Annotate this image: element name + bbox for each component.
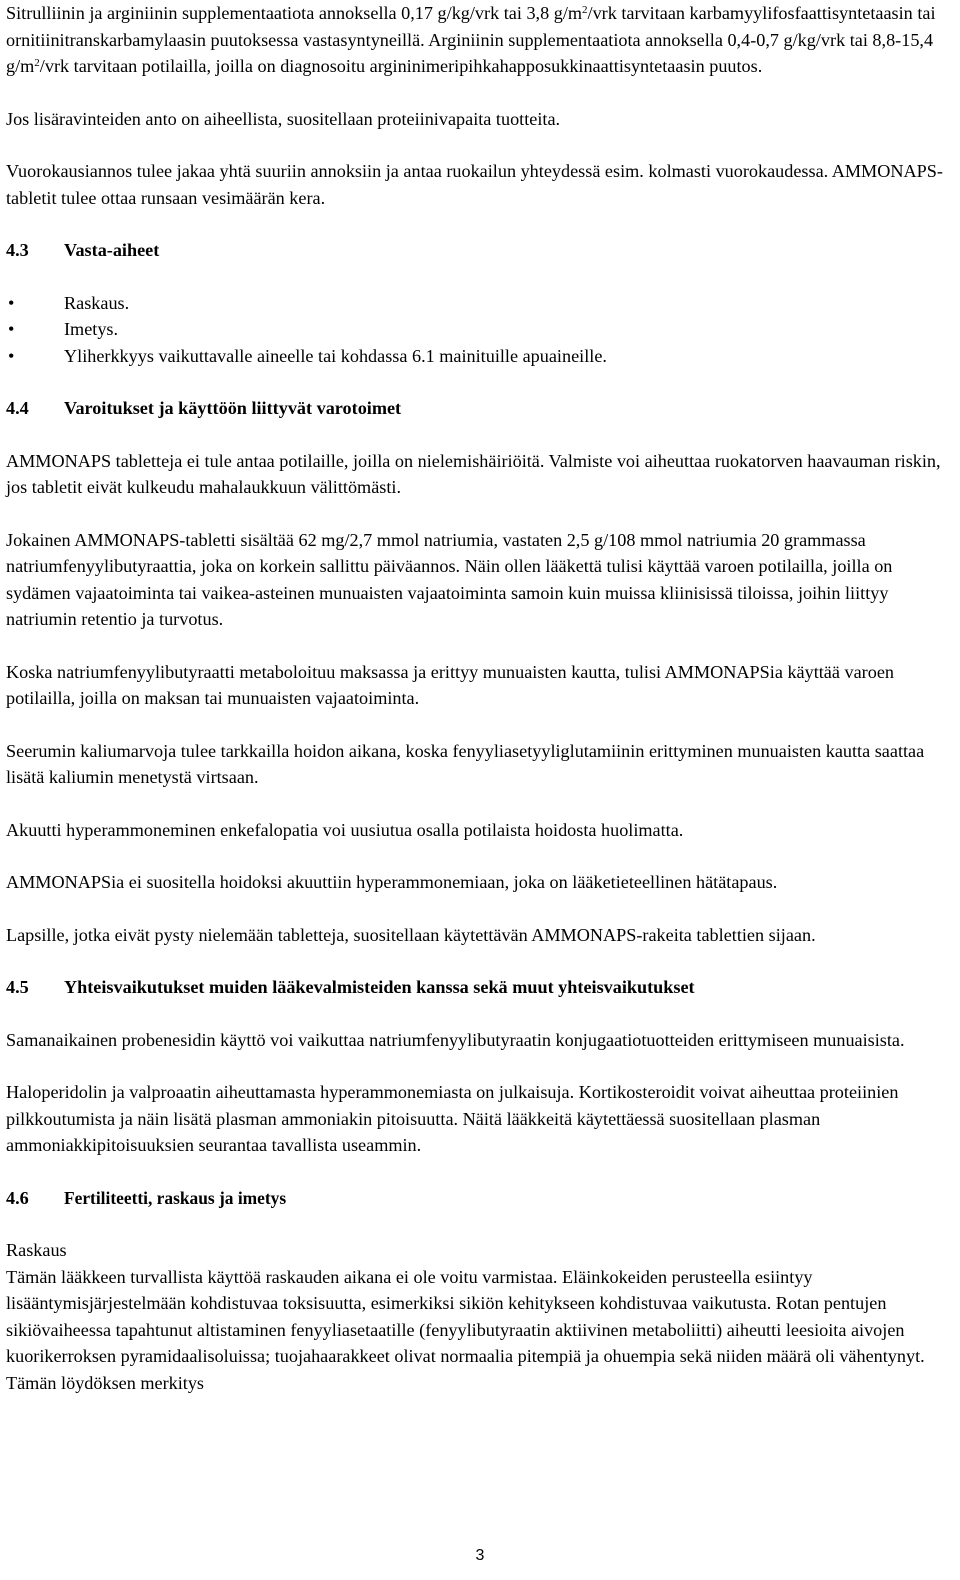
section-number: 4.5: [6, 977, 29, 997]
section-title: Yhteisvaikutukset muiden lääkevalmisteiden kanssa sekä muut yhteisvaikutukset: [64, 977, 695, 997]
paragraph-swallowing: AMMONAPS tabletteja ei tule antaa potilaille, joilla on nielemishäiriöitä. Valmiste voi aiheuttaa ruokatorven haavauman riskin, jos tabletit eivät kulkeudu mahalaukkuun välittömästi.: [6, 450, 941, 497]
section-title: Fertiliteetti, raskaus ja imetys: [64, 1187, 287, 1208]
section-number: 4.6: [6, 1187, 29, 1208]
paragraph-acute-hyperammonemia: AMMONAPSia ei suositella hoidoksi akuuttiin hyperammonemiaan, joka on lääketieteellinen hätätapaus.: [6, 872, 778, 892]
paragraph-daily-dose: Vuorokausiannos tulee jakaa yhtä suuriin annoksiin ja antaa ruokailun yhteydessä esim. kolmasti vuorokaudessa. AMMONAPS-tabletit tulee ottaa runsaan vesimäärän kera.: [6, 161, 943, 208]
paragraph-potassium: Seerumin kaliumarvoja tulee tarkkailla hoidon aikana, koska fenyyliasetyyliglutamiinin erittyminen munuaisten kautta saattaa lisätä kaliumin menetystä virtsaan.: [6, 740, 925, 787]
paragraph-metabolism: Koska natriumfenyylibutyraatti metaboloituu maksassa ja erittyy munuaisten kautta, tulisi AMMONAPSia käyttää varoen potilailla, joilla on maksan tai munuaisten vajaatoiminta.: [6, 661, 894, 708]
paragraph-haloperidol: Haloperidolin ja valproaatin aiheuttamasta hyperammonemiasta on julkaisuja. Kortikosteroidit voivat aiheuttaa proteiinien pilkkoutumista ja näin lisätä plasman ammoniakin pitoisuutta. Näitä lääkkeitä käytettäessä suositellaan plasman ammoniakkipitoisuuksien seurantaa tavallista useammin.: [6, 1082, 899, 1155]
list-item: • Imetys.: [6, 316, 954, 343]
section-heading-4-5: [6, 974, 954, 1001]
paragraph-pregnancy: Tämän lääkkeen turvallista käyttöä raskauden aikana ei ole voitu varmistaa. Eläinkokeiden perusteella esiintyy lisääntymisjärjestelmään kohdistuvaa toksisuutta, esimerkiksi sikiön kehitykseen kohdistuvaa vaikutusta. Rotan pentujen sikiövaiheessa tapahtunut altistaminen fenyyliasetaatille (fenyylibutyraatin aktiivinen metaboliitti) aiheutti leesioita aivojen kuorikerroksen pyramidaalisoluissa; tuojahaarakkeet olivat normaalia pitempiä ja ohuempia sekä niiden määrä oli vähentynyt. Tämän löydöksen merkitys: [6, 1266, 925, 1393]
section-number: 4.3: [6, 240, 29, 260]
paragraph-probenecid: Samanaikainen probenesidin käyttö voi vaikuttaa natriumfenyylibutyraatin konjugaatiotuotteiden erittymiseen munuaisista.: [6, 1029, 905, 1050]
subheading-pregnancy: Raskaus: [6, 1240, 67, 1260]
contraindications-list: [6, 290, 954, 370]
paragraph-children-granules: Lapsille, jotka eivät pysty nielemään tabletteja, suositellaan käytettävän AMMONAPS-rakeita tablettien sijaan.: [6, 924, 816, 945]
bullet-icon: •: [8, 319, 15, 339]
paragraph-protein-free: Jos lisäravinteiden anto on aiheellista, suositellaan proteiinivapaita tuotteita.: [6, 108, 561, 129]
section-heading-4-6: [6, 1185, 954, 1212]
list-item: • Yliherkkyys vaikuttavalle aineelle tai kohdassa 6.1 mainituille apuaineille.: [6, 343, 954, 370]
page-number: 3: [475, 1547, 485, 1564]
section-title: Varoitukset ja käyttöön liittyvät varotoimet: [64, 398, 402, 418]
section-heading-4-3: [6, 237, 954, 264]
document-page: [6, 0, 954, 1396]
section-title: Vasta-aiheet: [64, 240, 160, 260]
paragraph-supplementation: Sitrulliinin ja arginiinin supplementaatiota annoksella 0,17 g/kg/vrk tai 3,8 $g/m^2$/vrk tarvitaan karbamyylifosfaattisyntetaasin tai ornitiinitranskarbamylaasin puutoksessa vastasyntyneillä. Arginiinin supplementaatiota annoksella 0,4-0,7 g/kg/vrk tai 8,8-15,4 $g/m^2$/vrk tarvitaan potilailla, joilla on diagnosoitu argininimeripihkahapposukkinaattisyntetaasin puutos.: [6, 3, 936, 76]
paragraph-sodium: Jokainen AMMONAPS-tabletti sisältää 62 mg/2,7 mmol natriumia, vastaten 2,5 g/108 mmol natriumia 20 grammassa natriumfenyylibutyraattia, joka on korkein sallittu päiväannos. Näin ollen lääkettä tulisi käyttää varoen potilailla, joilla on sydämen vajaatoiminta tai vaikea-asteinen munuaisten vajaatoiminta samoin kuin muissa kliinisissä tiloissa, joihin liittyy natriumin retentio ja turvotus.: [6, 529, 893, 629]
list-item: • Raskaus.: [6, 290, 954, 317]
paragraph-encephalopathy: Akuutti hyperammoneminen enkefalopatia voi uusiutua osalla potilaista hoidosta huolimatta.: [6, 819, 684, 840]
bullet-icon: •: [8, 292, 15, 313]
section-heading-4-4: [6, 395, 954, 422]
section-number: 4.4: [6, 398, 29, 418]
bullet-icon: •: [8, 345, 15, 366]
